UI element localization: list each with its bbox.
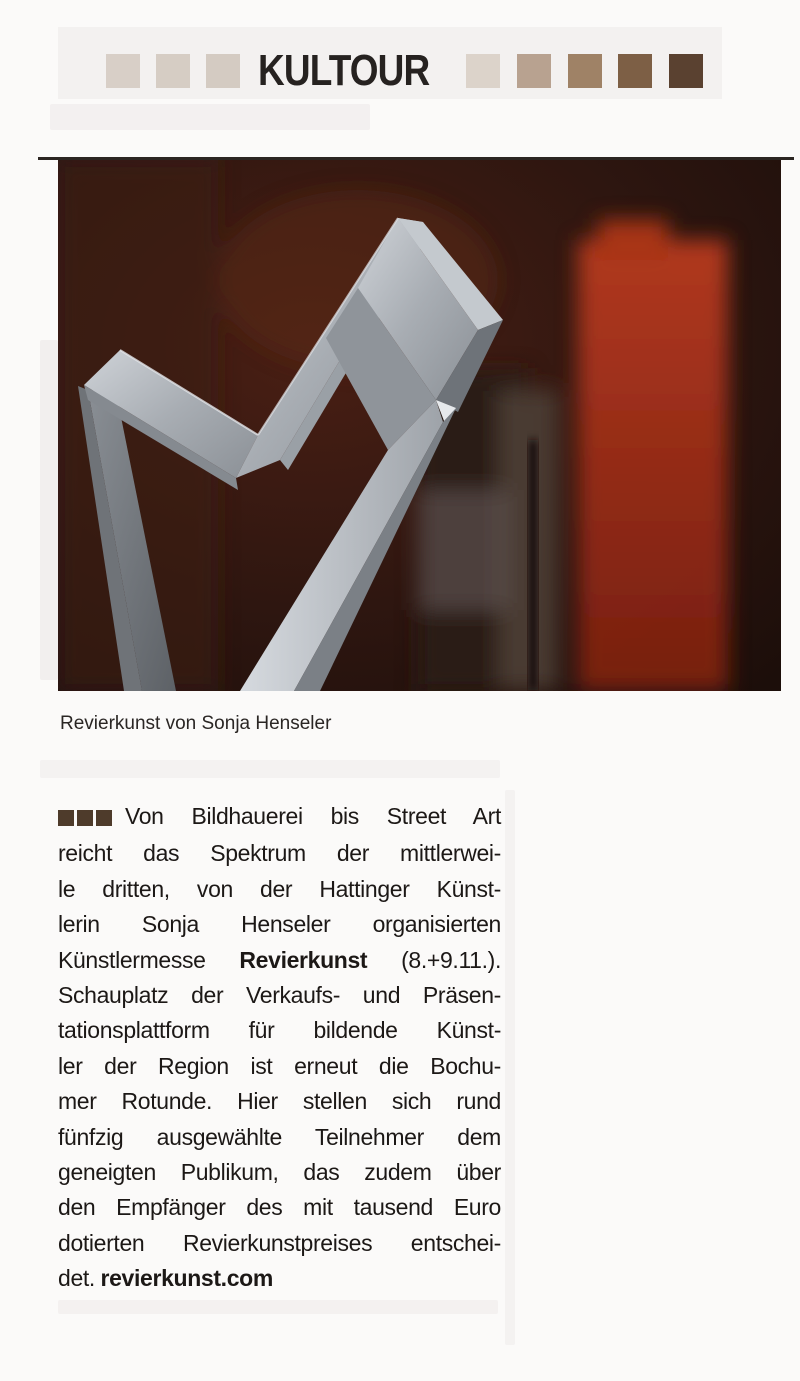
article-text: Künstlermesse [58,946,206,973]
article-line [58,799,501,836]
bleed-through-mark [50,104,370,130]
article-line: Schauplatz der Verkaufs- und Präsen- [58,982,501,1009]
bleed-through-mark [40,340,58,680]
article-line [58,943,501,978]
article-line [58,1261,501,1296]
sculpture-photo [58,160,781,691]
article-line: mer Rotunde. Hier stellen sich rund [58,1088,501,1115]
article-line: lerin Sonja Henseler organisierten [58,911,501,938]
header-square-left-1 [106,54,140,88]
article-body [58,799,501,1297]
article-line: geneigten Publikum, das zudem über [58,1159,501,1186]
website-link[interactable]: revierkunst.com [100,1265,273,1292]
header-square-right-1 [466,54,500,88]
header-square-left-3 [206,54,240,88]
header-square-right-3 [568,54,602,88]
article-line: le dritten, von der Hattinger Künst- [58,875,501,902]
bleed-through-mark [505,790,515,1345]
bleed-through-mark [58,1300,498,1314]
photo-caption: Revierkunst von Sonja Henseler [60,713,332,734]
section-title: KULTOUR [258,46,430,95]
bleed-through-mark [40,760,500,778]
article-line: tationsplattform für bildende Künst- [58,1017,501,1044]
header-square-right-5 [669,54,703,88]
article-text: det. [58,1265,95,1292]
article-line: reicht das Spektrum der mittlerwei- [58,840,501,867]
article-line: ler der Region ist erneut die Bochu- [58,1052,501,1079]
event-name: Revierkunst [239,946,368,973]
event-date: (8.+9.11.). [401,946,502,973]
metal-sculpture-photo-icon [58,160,781,691]
article-line: den Empfänger des mit tausend Euro [58,1194,501,1221]
article-lead-text: Von Bildhauerei bis Street Art [125,803,501,829]
header-square-right-2 [517,54,551,88]
article-line: dotierten Revierkunstpreises entschei- [58,1229,501,1256]
header-square-left-2 [156,54,190,88]
bullet-squares-icon [58,801,115,836]
article-line: fünfzig ausgewählte Teilnehmer dem [58,1123,501,1150]
header-square-right-4 [618,54,652,88]
